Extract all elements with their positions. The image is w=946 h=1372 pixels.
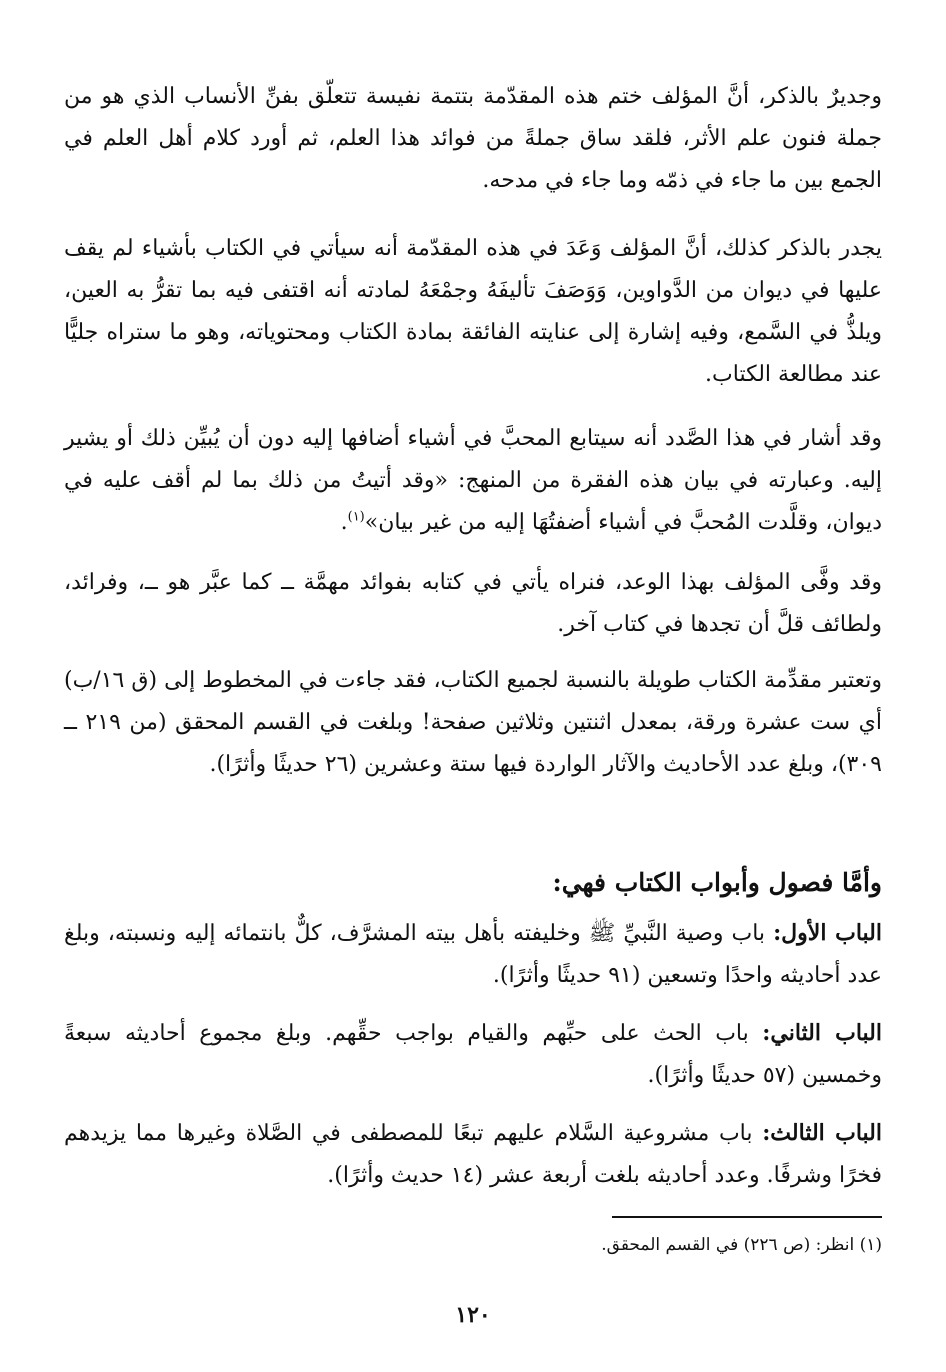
chapter-description: باب مشروعية السَّلام عليهم تبعًا للمصطفى في الصَّلاة وغيرها مما يزيدهم فخرًا وشرفًا. وعدد أحاديثه بلغت أربعة عشر (١٤ حديث وأثرًا). [64, 1121, 882, 1188]
chapter-label: الباب الأول: [773, 920, 882, 946]
paragraph-author-promise: يجدر بالذكر كذلك، أنَّ المؤلف وَعَدَ في هذه المقدّمة أنه سيأتي في الكتاب بأشياء لم يقف عليها في ديوان من الدَّواوين، وَوَصَفَ تأليفَهُ وجمْعَهُ لمادته أنه اقتفى فيه بما تقرُّ به العين، ويلذُّ في السَّمع، وفيه إشارة إلى عنايته الفائقة بمادة الكتاب ومحتوياته، وهو ما ستراه جليًّا عند مطالعة الكتاب. [64, 236, 882, 387]
paragraph-end-mark: . [340, 510, 348, 535]
footnote: (١) انظر: (ص ٢٢٦) في القسم المحقق. [601, 1235, 882, 1255]
chapter-entry-1 [64, 912, 882, 997]
section-heading: وأمَّا فصول وأبواب الكتاب فهي: [552, 868, 882, 897]
footnote-reference: (١) [347, 509, 365, 525]
chapter-entry-2 [64, 1012, 882, 1097]
paragraph-genealogy: وجديرٌ بالذكر، أنَّ المؤلف ختم هذه المقدّمة بتتمة نفيسة تتعلّق بفنِّ الأنساب الذي هو من جملة فنون علم الأثر، فلقد ساق جملةً من فوائد هذا العلم، ثم أورد كلام أهل العلم في الجمع بين ما جاء في ذمّه وما جاء في مدحه. [64, 84, 882, 193]
chapter-entry-3 [64, 1112, 882, 1197]
chapter-label: الباب الثالث: [762, 1120, 882, 1146]
paragraph-text: وقد أشار في هذا الصَّدد أنه سيتابع المحبَّ في أشياء أضافها إليه دون أن يُبيِّن ذلك أو يشير إليه. وعبارته في بيان هذه الفقرة من المنهج: «وقد أتيتُ من ذلك بما لم أقف عليه في ديوان، وقلَّدت المُحبَّ في أشياء أضفتُهَا إليه من غير بيان» [64, 426, 882, 535]
footnote-divider [612, 1216, 882, 1218]
chapter-description: باب وصية النَّبيِّ ﷺ وخليفته بأهل بيته المشرَّف، كلٌّ بانتمائه إليه ونسبته، وبلغ عدد أحاديثه واحدًا وتسعين (٩١ حديثًا وأثرًا). [64, 921, 882, 988]
chapter-label: الباب الثاني: [762, 1020, 882, 1046]
paragraph-promise-fulfilled: وقد وفَّى المؤلف بهذا الوعد، فنراه يأتي في كتابه بفوائد مهمَّة ــ كما عبَّر هو ــ، وفرائد، ولطائف قلَّ أن تجدها في كتاب آخر. [64, 570, 882, 637]
page-number: ١٢٠ [455, 1302, 491, 1328]
paragraph-introduction-length: وتعتبر مقدِّمة الكتاب طويلة بالنسبة لجميع الكتاب، فقد جاءت في المخطوط إلى (ق ١٦/ب) أي ست عشرة ورقة، بمعدل اثنتين وثلاثين صفحة! وبلغت في القسم المحقق (من ٢١٩ ــ ٣٠٩)، وبلغ عدد الأحاديث والآثار الواردة فيها ستة وعشرين (٢٦ حديثًا وأثرًا). [64, 668, 882, 777]
chapter-description: باب الحث على حبِّهم والقيام بواجب حقِّهم. وبلغ مجموع أحاديثه سبعةً وخمسين (٥٧ حديثًا وأثرًا). [64, 1021, 882, 1088]
paragraph-following-muhib [64, 418, 882, 544]
